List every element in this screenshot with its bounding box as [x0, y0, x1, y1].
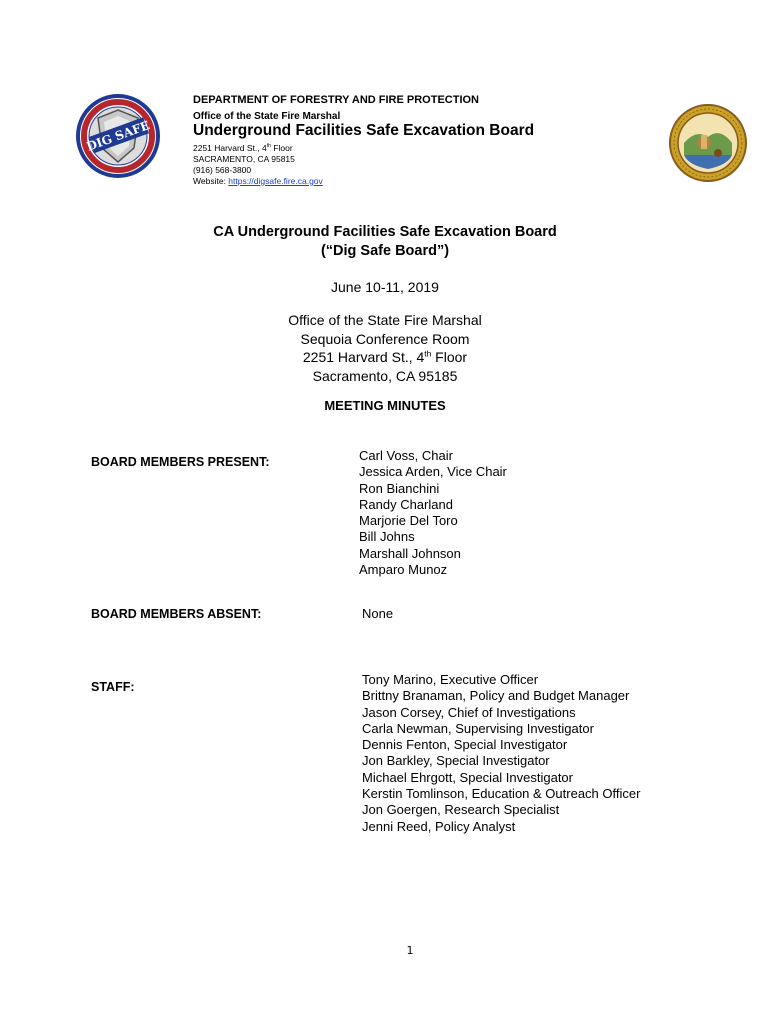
document-title	[0, 223, 770, 261]
list-item: Kerstin Tomlinson, Education & Outreach Officer	[362, 786, 641, 802]
staff-label: STAFF:	[91, 680, 135, 694]
absent-value: None	[362, 606, 394, 621]
location-line-1: Office of the State Fire Marshal	[288, 312, 482, 328]
meeting-date: June 10-11, 2019	[331, 279, 439, 295]
office-name: Office of the State Fire Marshal	[193, 111, 341, 122]
list-item: Bill Johns	[359, 529, 415, 545]
list-item: Jon Barkley, Special Investigator	[362, 753, 550, 769]
letterhead-address	[193, 143, 323, 187]
logo-text: DIG SAFE	[84, 118, 152, 154]
list-item: Marshall Johnson	[359, 545, 461, 561]
list-item: Ron Bianchini	[359, 480, 440, 496]
present-label: BOARD MEMBERS PRESENT:	[91, 455, 270, 469]
website-line: Website: https://digsafe.fire.ca.gov	[193, 176, 323, 186]
list-item: Brittny Branaman, Policy and Budget Manager	[362, 688, 630, 704]
absent-label: BOARD MEMBERS ABSENT:	[91, 607, 262, 621]
list-item: Dennis Fenton, Special Investigator	[362, 737, 568, 753]
list-item: Marjorie Del Toro	[359, 513, 458, 529]
list-item: Jenni Reed, Policy Analyst	[362, 818, 516, 834]
address-line-2: SACRAMENTO, CA 95815	[193, 154, 295, 164]
address-line-1: 2251 Harvard St., 4th Floor	[193, 143, 293, 153]
location-line-4: Sacramento, CA 95185	[312, 367, 458, 384]
dig-safe-logo	[76, 92, 160, 180]
list-item: Jessica Arden, Vice Chair	[359, 464, 507, 480]
website-link[interactable]: https://digsafe.fire.ca.gov	[228, 176, 323, 186]
department-name: DEPARTMENT OF FORESTRY AND FIRE PROTECTION	[193, 94, 480, 106]
board-name: Underground Facilities Safe Excavation Board	[193, 122, 535, 139]
meeting-location	[0, 311, 770, 385]
page-number: 1	[406, 944, 414, 957]
list-item: Jon Goergen, Research Specialist	[362, 802, 560, 818]
present-list	[359, 448, 507, 578]
phone-number: (916) 568-3800	[193, 165, 252, 175]
list-item: Carla Newman, Supervising Investigator	[362, 720, 594, 736]
location-line-2: Sequoia Conference Room	[300, 330, 470, 347]
california-seal	[668, 103, 748, 183]
title-line-1: CA Underground Facilities Safe Excavation Board	[213, 224, 557, 240]
list-item: Jason Corsey, Chief of Investigations	[362, 704, 576, 720]
minutes-heading: MEETING MINUTES	[324, 398, 446, 413]
list-item: Randy Charland	[359, 496, 453, 512]
staff-list	[362, 672, 640, 835]
list-item: Amparo Munoz	[359, 562, 448, 578]
title-line-2: (“Dig Safe Board”)	[320, 243, 450, 259]
list-item: Michael Ehrgott, Special Investigator	[362, 769, 573, 785]
location-line-3: 2251 Harvard St., 4th Floor	[302, 348, 468, 365]
list-item: Carl Voss, Chair	[359, 448, 453, 463]
list-item: Tony Marino, Executive Officer	[362, 672, 539, 687]
